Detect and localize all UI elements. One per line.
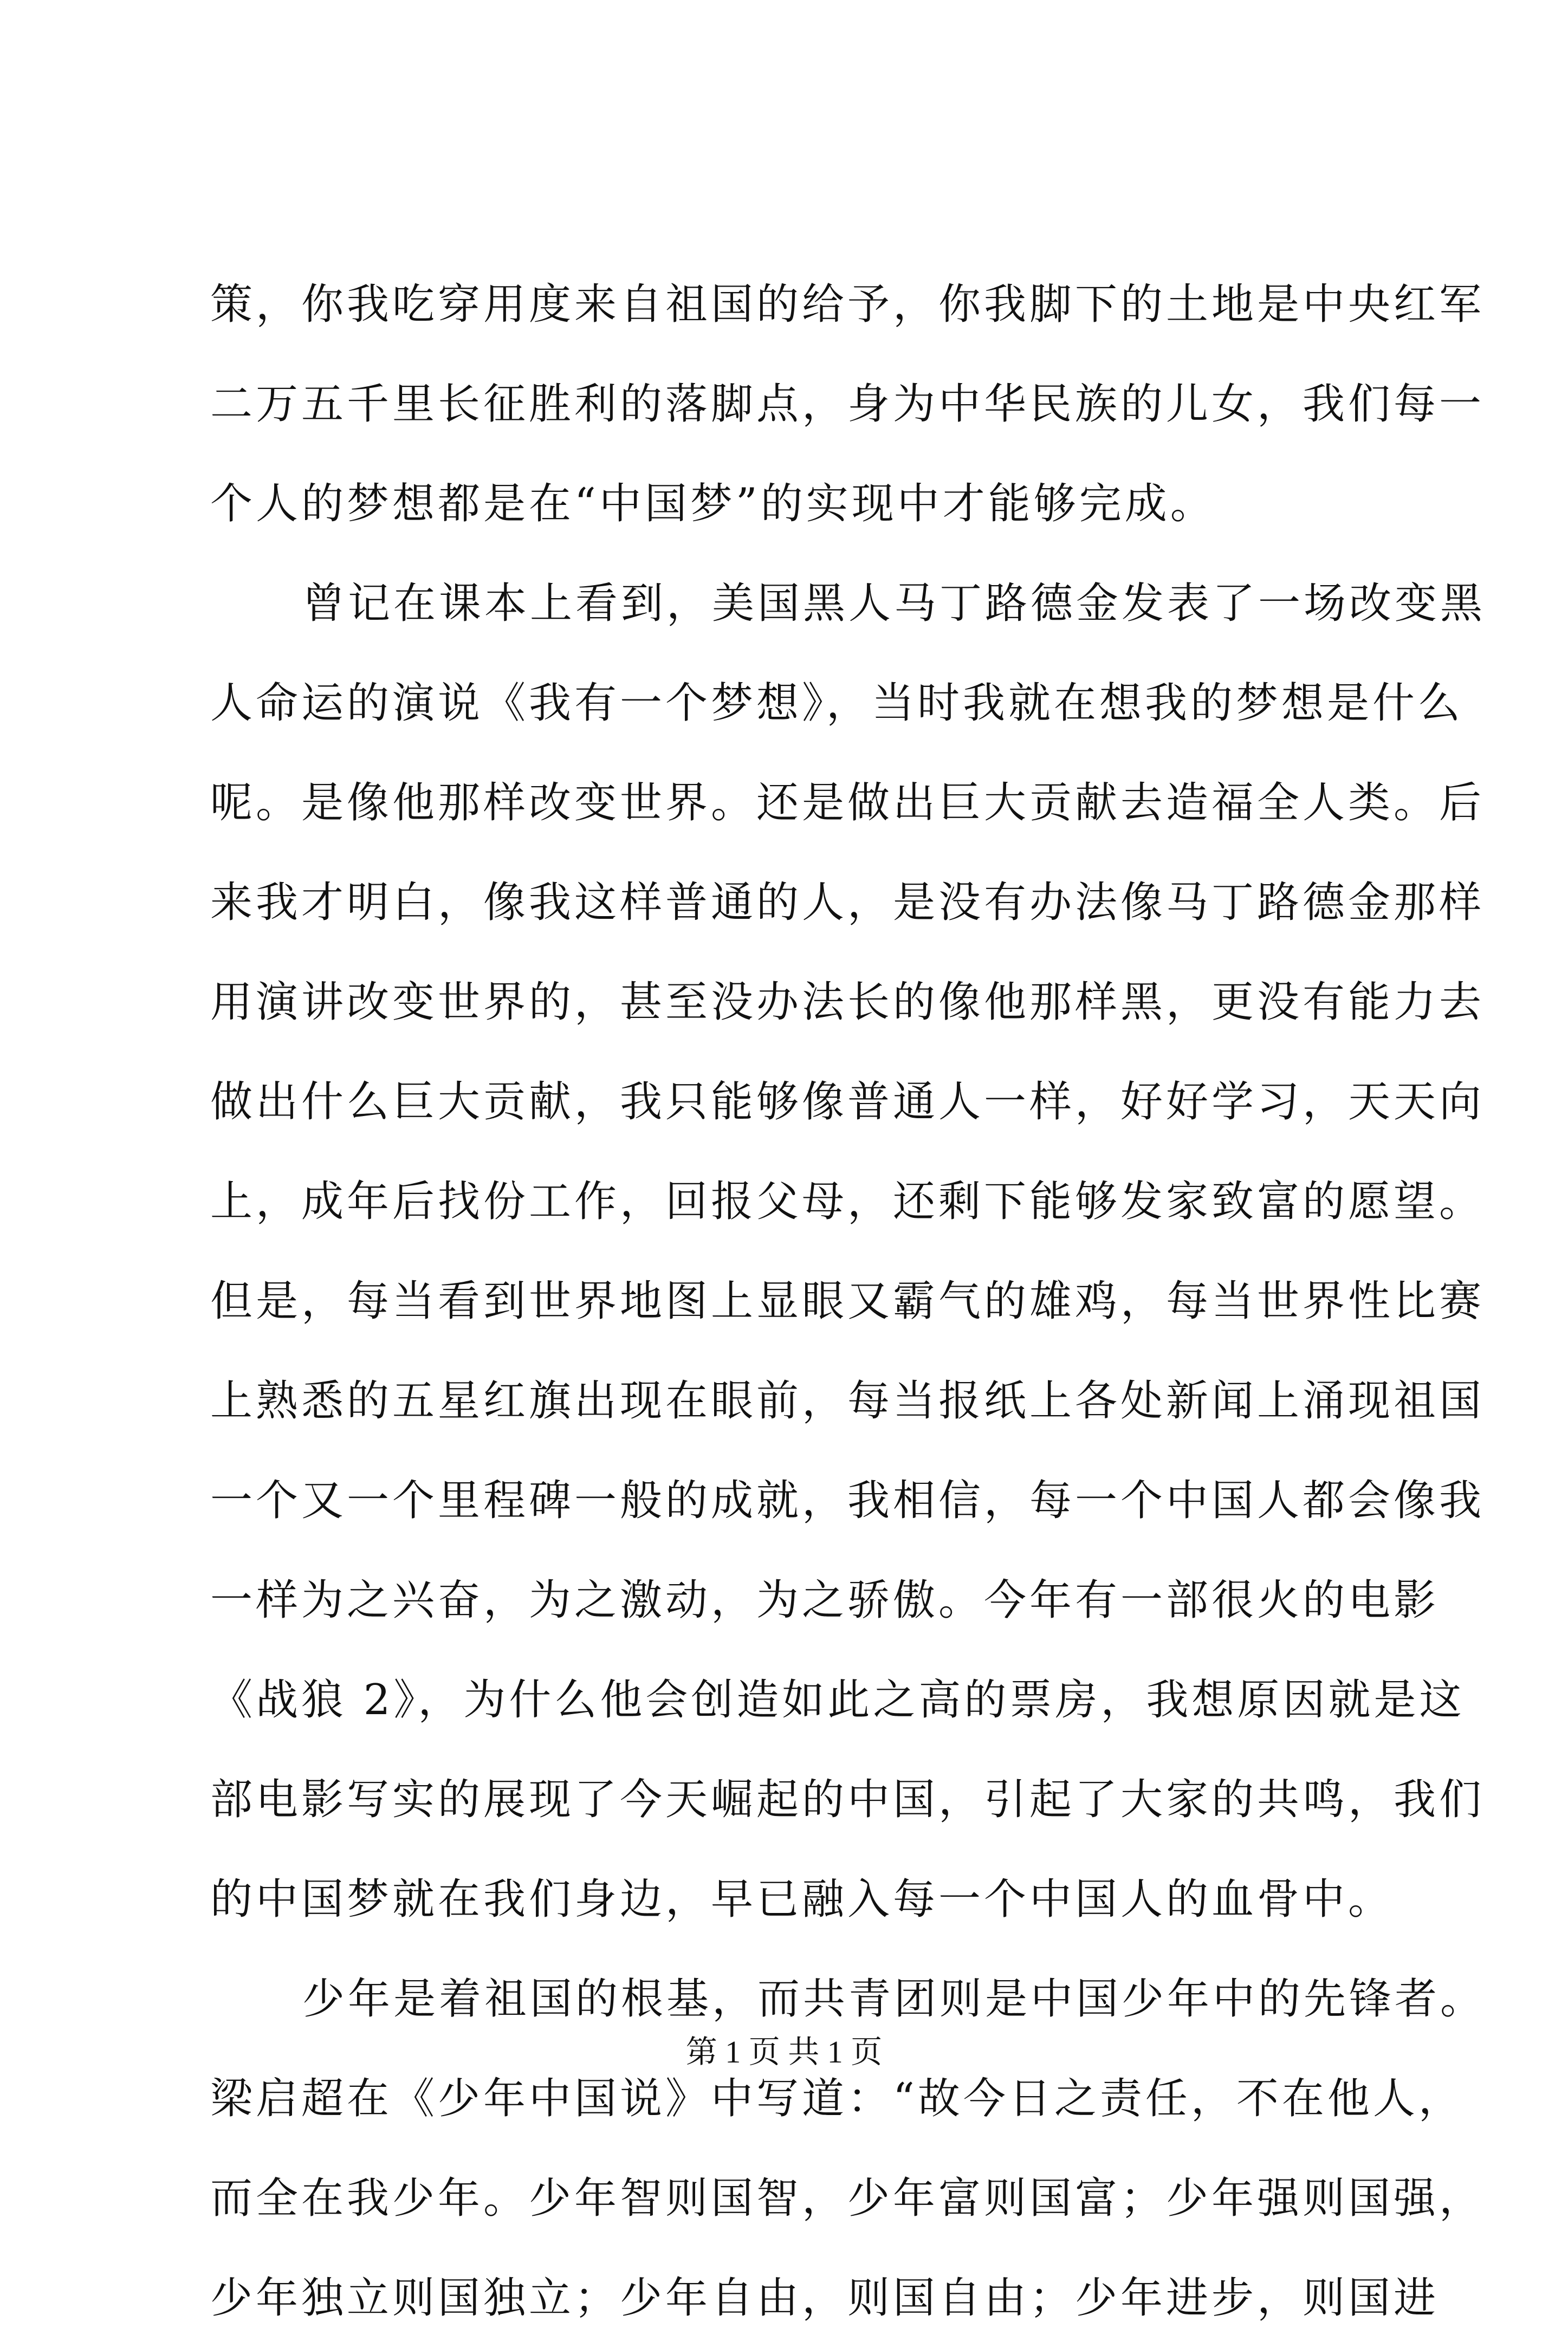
text-line: 一样为之兴奋，为之激动，为之骄傲。今年有一部很火的电影 bbox=[210, 1576, 1440, 1625]
text-line: 呢。是像他那样改变世界。还是做出巨大贡献去造福全人类。后 bbox=[210, 779, 1485, 827]
text-line: 少年独立则国独立；少年自由，则国自由；少年进步，则国进 bbox=[210, 2274, 1440, 2323]
text-line: 少年是着祖国的根基，而共青团则是中国少年中的先锋者。 bbox=[302, 1975, 1486, 2023]
text-line: 做出什么巨大贡献，我只能够像普通人一样，好好学习，天天向 bbox=[210, 1078, 1485, 1126]
text-line: 梁启超在《少年中国说》中写道：“故今日之责任，不在他人， bbox=[210, 2074, 1464, 2123]
text-line: 《战狼 2》，为什么他会创造如此之高的票房，我想原因就是这 bbox=[210, 1676, 1465, 1724]
text-line: 上熟悉的五星红旗出现在眼前，每当报纸上各处新闻上涌现祖国 bbox=[210, 1377, 1485, 1425]
text-line: 而全在我少年。少年智则国智，少年富则国富；少年强则国强， bbox=[210, 2174, 1485, 2223]
text-line: 上，成年后找份工作，回报父母，还剩下能够发家致富的愿望。 bbox=[210, 1177, 1485, 1226]
page-footer bbox=[0, 2031, 1568, 2074]
text-line: 曾记在课本上看到，美国黑人马丁路德金发表了一场改变黑 bbox=[302, 579, 1486, 628]
text-line: 人命运的演说《我有一个梦想》，当时我就在想我的梦想是什么 bbox=[210, 679, 1464, 728]
page-number-label: 第 1 页 共 1 页 bbox=[685, 2034, 883, 2070]
text-line: 个人的梦想都是在“中国梦”的实现中才能够完成。 bbox=[210, 479, 1216, 528]
text-line: 一个又一个里程碑一般的成就，我相信，每一个中国人都会像我 bbox=[210, 1476, 1485, 1525]
text-line: 但是，每当看到世界地图上显眼又霸气的雄鸡，每当世界性比赛 bbox=[210, 1277, 1485, 1326]
text-line: 来我才明白，像我这样普通的人，是没有办法像马丁路德金那样 bbox=[210, 878, 1485, 927]
text-line: 二万五千里长征胜利的落脚点，身为中华民族的儿女，我们每一 bbox=[210, 380, 1485, 429]
text-line: 的中国梦就在我们身边，早已融入每一个中国人的血骨中。 bbox=[210, 1875, 1394, 1924]
text-line: 部电影写实的展现了今天崛起的中国，引起了大家的共鸣，我们 bbox=[210, 1775, 1485, 1824]
text-line: 策，你我吃穿用度来自祖国的给予，你我脚下的土地是中央红军 bbox=[210, 280, 1485, 329]
text-line: 用演讲改变世界的，甚至没办法长的像他那样黑，更没有能力去 bbox=[210, 978, 1485, 1027]
